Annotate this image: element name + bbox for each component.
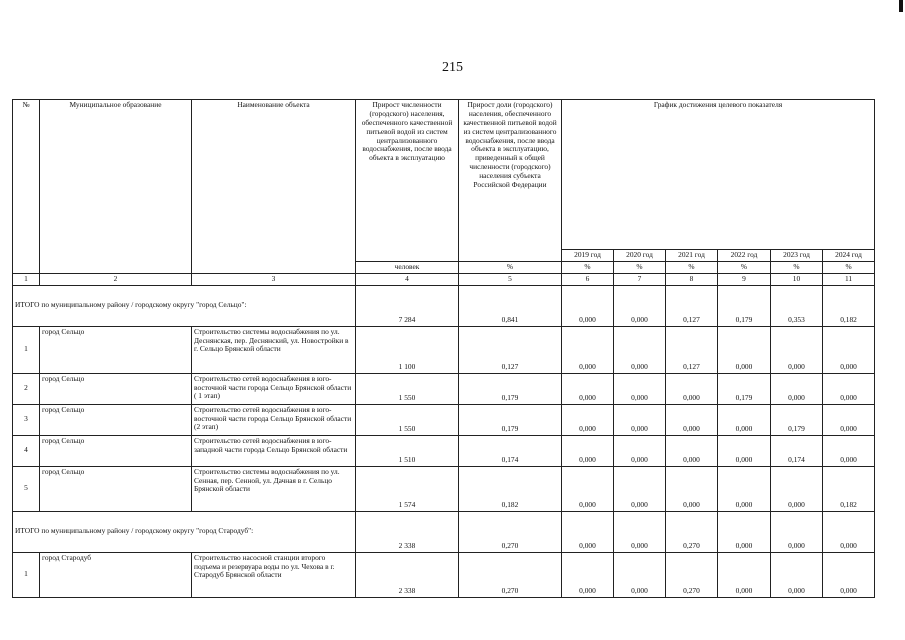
year-value-cell: 0,000: [823, 404, 875, 435]
year-value-cell: 0,182: [823, 285, 875, 326]
share-growth-cell: 0,270: [459, 552, 562, 597]
year-value-cell: 0,000: [614, 435, 666, 466]
year-value-cell: 0,000: [771, 326, 823, 373]
column-number: 8: [666, 273, 718, 285]
object-cell: Строительство сетей водоснабжения в юго-восточной части города Сельцо Брянской области ( 1 этап): [192, 373, 356, 404]
year-value-cell: 0,000: [666, 404, 718, 435]
year-value-cell: 0,000: [562, 466, 614, 511]
header-pop-growth: Прирост численности (городского) населения, обеспеченного качественной питьевой водой из систем централизованного водоснабжения, после ввода объекта в эксплуатацию: [356, 100, 459, 262]
share-growth-cell: 0,179: [459, 373, 562, 404]
column-number: 1: [13, 273, 40, 285]
year-value-cell: 0,000: [614, 326, 666, 373]
total-label: ИТОГО по муниципальному району / городскому округу "город Сельцо":: [13, 285, 356, 326]
pop-growth-cell: 1 100: [356, 326, 459, 373]
year-value-cell: 0,353: [771, 285, 823, 326]
header-unit: %: [718, 261, 771, 273]
year-value-cell: 0,000: [614, 285, 666, 326]
column-number: 3: [192, 273, 356, 285]
header-no: №: [13, 100, 40, 274]
row-number: 1: [13, 326, 40, 373]
column-number: 11: [823, 273, 875, 285]
header-year: 2020 год: [614, 250, 666, 262]
row-number: 2: [13, 373, 40, 404]
year-value-cell: 0,000: [823, 326, 875, 373]
column-number: 6: [562, 273, 614, 285]
year-value-cell: 0,182: [823, 466, 875, 511]
year-value-cell: 0,000: [562, 511, 614, 552]
share-growth-cell: 0,179: [459, 404, 562, 435]
year-value-cell: 0,000: [562, 285, 614, 326]
header-year: 2022 год: [718, 250, 771, 262]
municipality-cell: город Сельцо: [40, 404, 192, 435]
year-value-cell: 0,000: [614, 373, 666, 404]
pop-growth-cell: 2 338: [356, 511, 459, 552]
header-share-growth: Прирост доли (городского) населения, обеспеченного качественной питьевой водой из систем централизованного водоснабжения, после ввода объекта в эксплуатацию, приведенный к общей численности (городского) населения субъекта Российской Федерации: [459, 100, 562, 262]
object-cell: Строительство сетей водоснабжения в юго-западной части города Сельцо Брянской области: [192, 435, 356, 466]
year-value-cell: 0,000: [718, 466, 771, 511]
year-value-cell: 0,000: [614, 466, 666, 511]
header-municipality: Муниципальное образование: [40, 100, 192, 274]
table-row: [13, 326, 875, 373]
column-number: 10: [771, 273, 823, 285]
year-value-cell: 0,127: [666, 285, 718, 326]
year-value-cell: 0,000: [771, 466, 823, 511]
year-value-cell: 0,270: [666, 511, 718, 552]
row-number: 1: [13, 552, 40, 597]
header-unit: %: [562, 261, 614, 273]
municipality-cell: город Стародуб: [40, 552, 192, 597]
municipality-cell: город Сельцо: [40, 435, 192, 466]
header-unit: %: [823, 261, 875, 273]
year-value-cell: 0,000: [823, 552, 875, 597]
year-value-cell: 0,000: [718, 404, 771, 435]
edge-mark: [899, 0, 903, 12]
table-row: [13, 373, 875, 404]
header-schedule: График достижения целевого показателя: [562, 100, 875, 250]
table-row: [13, 552, 875, 597]
share-growth-cell: 0,182: [459, 466, 562, 511]
table-row: [13, 435, 875, 466]
share-growth-cell: 0,174: [459, 435, 562, 466]
year-value-cell: 0,000: [718, 511, 771, 552]
total-label: ИТОГО по муниципальному району / городскому округу "город Стародуб":: [13, 511, 356, 552]
year-value-cell: 0,000: [562, 326, 614, 373]
pop-growth-cell: 1 550: [356, 404, 459, 435]
header-year: 2024 год: [823, 250, 875, 262]
column-number: 2: [40, 273, 192, 285]
municipality-cell: город Сельцо: [40, 326, 192, 373]
year-value-cell: 0,000: [614, 511, 666, 552]
pop-growth-cell: 1 510: [356, 435, 459, 466]
pop-growth-cell: 2 338: [356, 552, 459, 597]
year-value-cell: 0,000: [562, 552, 614, 597]
column-number: 5: [459, 273, 562, 285]
row-number: 5: [13, 466, 40, 511]
page-number: 215: [442, 60, 463, 75]
header-unit: %: [459, 261, 562, 273]
header-year: 2019 год: [562, 250, 614, 262]
header-unit: человек: [356, 261, 459, 273]
year-value-cell: 0,179: [771, 404, 823, 435]
table-row: [13, 466, 875, 511]
total-row: [13, 511, 875, 552]
year-value-cell: 0,000: [771, 511, 823, 552]
year-value-cell: 0,000: [718, 552, 771, 597]
header-unit: %: [614, 261, 666, 273]
pop-growth-cell: 7 284: [356, 285, 459, 326]
object-cell: Строительство системы водоснабжения по ул. Сенная, пер. Сенной, ул. Дачная в г. Сельцо Брянской области: [192, 466, 356, 511]
header-year: 2023 год: [771, 250, 823, 262]
share-growth-cell: 0,270: [459, 511, 562, 552]
table-row: [13, 404, 875, 435]
year-value-cell: 0,000: [562, 373, 614, 404]
year-value-cell: 0,174: [771, 435, 823, 466]
share-growth-cell: 0,841: [459, 285, 562, 326]
share-growth-cell: 0,127: [459, 326, 562, 373]
year-value-cell: 0,000: [771, 552, 823, 597]
year-value-cell: 0,000: [666, 373, 718, 404]
municipality-cell: город Сельцо: [40, 466, 192, 511]
year-value-cell: 0,000: [666, 466, 718, 511]
object-cell: Строительство сетей водоснабжения в юго-восточной части города Сельцо Брянской области (2 этап): [192, 404, 356, 435]
year-value-cell: 0,000: [718, 435, 771, 466]
year-value-cell: 0,127: [666, 326, 718, 373]
row-number: 3: [13, 404, 40, 435]
header-year: 2021 год: [666, 250, 718, 262]
municipality-cell: город Сельцо: [40, 373, 192, 404]
year-value-cell: 0,000: [666, 435, 718, 466]
column-number: 4: [356, 273, 459, 285]
object-cell: Строительство насосной станции второго подъема и резервуара воды по ул. Чехова в г. Стародуб Брянской области: [192, 552, 356, 597]
year-value-cell: 0,179: [718, 285, 771, 326]
pop-growth-cell: 1 574: [356, 466, 459, 511]
target-indicator-table: [12, 99, 875, 598]
year-value-cell: 0,000: [823, 511, 875, 552]
header-unit: %: [666, 261, 718, 273]
header-object-name: Наименование объекта: [192, 100, 356, 274]
year-value-cell: 0,270: [666, 552, 718, 597]
column-number: 7: [614, 273, 666, 285]
header-unit: %: [771, 261, 823, 273]
year-value-cell: 0,000: [718, 326, 771, 373]
column-number: 9: [718, 273, 771, 285]
year-value-cell: 0,000: [771, 373, 823, 404]
year-value-cell: 0,000: [614, 552, 666, 597]
year-value-cell: 0,179: [718, 373, 771, 404]
object-cell: Строительство системы водоснабжения по ул. Деснянская, пер. Деснянский, ул. Новостройки в г. Сельцо Брянской области: [192, 326, 356, 373]
year-value-cell: 0,000: [823, 373, 875, 404]
year-value-cell: 0,000: [562, 435, 614, 466]
row-number: 4: [13, 435, 40, 466]
pop-growth-cell: 1 550: [356, 373, 459, 404]
year-value-cell: 0,000: [562, 404, 614, 435]
total-row: [13, 285, 875, 326]
year-value-cell: 0,000: [614, 404, 666, 435]
year-value-cell: 0,000: [823, 435, 875, 466]
